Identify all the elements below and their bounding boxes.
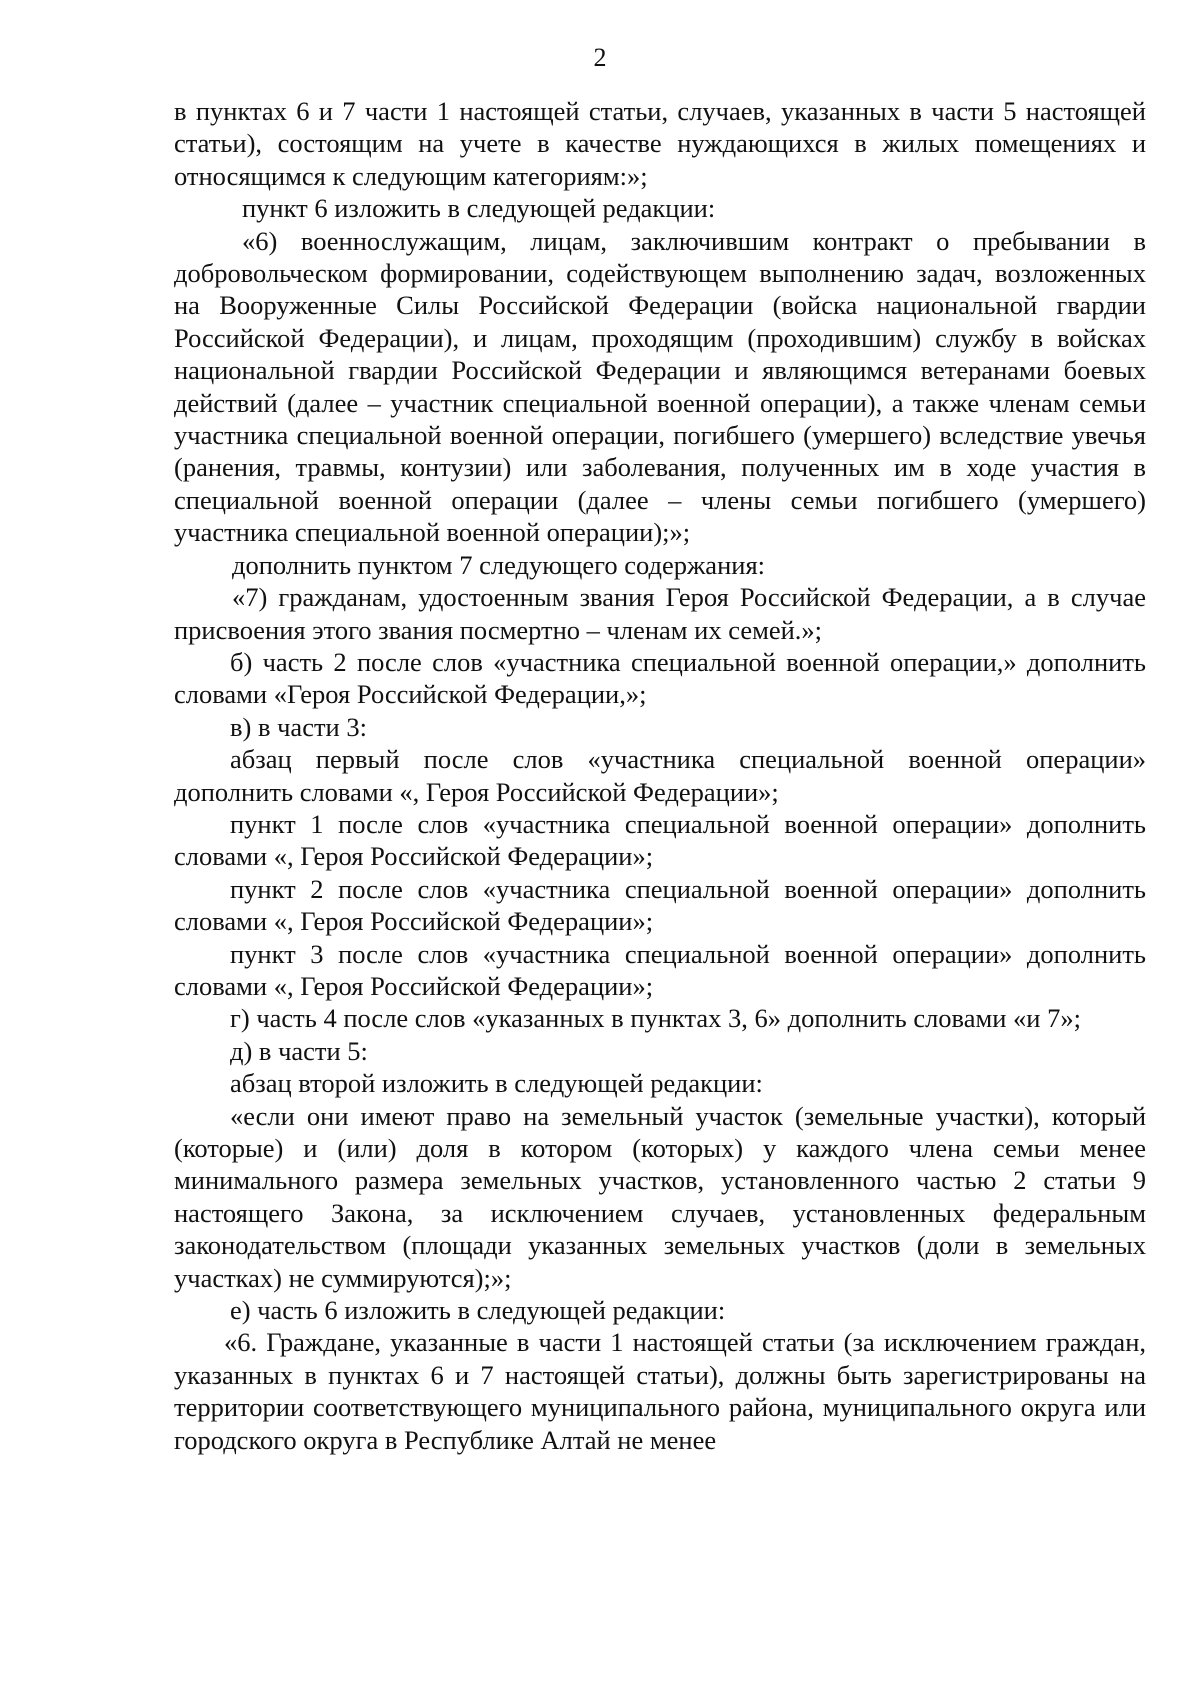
paragraph-part-3-point-2: пункт 2 после слов «участника специальной военной операции» дополнить словами «, Героя Российской Федерации»;	[174, 873, 1146, 937]
paragraph-part-5-intro: абзац второй изложить в следующей редакции:	[230, 1068, 763, 1099]
paragraph-point-6-intro: пункт 6 изложить в следующей редакции:	[242, 193, 716, 224]
paragraph-part-2: б) часть 2 после слов «участника специальной военной операции,» дополнить словами «Героя Российской Федерации,»;	[174, 646, 1146, 710]
document-body	[174, 95, 1146, 1456]
paragraph-part-3-point-1: пункт 1 после слов «участника специальной военной операции» дополнить словами «, Героя Российской Федерации»;	[174, 808, 1146, 872]
paragraph-part-5-heading: д) в части 5:	[230, 1035, 368, 1066]
paragraph-point-7-intro: дополнить пунктом 7 следующего содержания:	[232, 549, 765, 580]
paragraph-part-6-text: «6. Граждане, указанные в части 1 настоящей статьи (за исключением граждан, указанных в пунктах 6 и 7 настоящей статьи), должны быть зарегистрированы на территории соответствующего муниципального района, муниципального округа или городского округа в Республике Алтай не менее	[174, 1327, 1146, 1455]
paragraph-part-5-text: «если они имеют право на земельный участок (земельные участки), который (которые) и (или) доля в котором (которых) у каждого члена семьи менее минимального размера земельных участков, установленного частью 2 статьи 9 настоящего Закона, за исключением случаев, установленных федеральным законодательством (площади указанных земельных участков (доли в земельных участках) не суммируются);»;	[174, 1100, 1146, 1293]
paragraph-point-6-text: «6) военнослужащим, лицам, заключившим контракт о пребывании в добровольческом формировании, содействующем выполнению задач, возложенных на Вооруженные Силы Российской Федерации (войска национальной гвардии Российской Федерации), и лицам, проходящим (проходившим) службу в войсках национальной гвардии Российской Федерации и являющимся ветеранами боевых действий (далее – участник специальной военной операции), а также членам семьи участника специальной военной операции, погибшего (умершего) вследствие увечья (ранения, травмы, контузии) или заболевания, полученных им в ходе участия в специальной военной операции (далее – члены семьи погибшего (умершего) участника специальной военной операции);»;	[174, 225, 1146, 548]
paragraph-part-3-point-3: пункт 3 после слов «участника специальной военной операции» дополнить словами «, Героя Российской Федерации»;	[174, 938, 1146, 1001]
paragraph-continuation: в пунктах 6 и 7 части 1 настоящей статьи, случаев, указанных в части 5 настоящей статьи), состоящим на учете в качестве нуждающихся в жилых помещениях и относящимся к следующим категориям:»;	[174, 96, 1146, 191]
paragraph-part-6-intro: е) часть 6 изложить в следующей редакции:	[230, 1295, 726, 1326]
paragraph-part-3-first: абзац первый после слов «участника специальной военной операции» дополнить словами «, Героя Российской Федерации»;	[174, 744, 1146, 807]
paragraph-point-7-text: «7) гражданам, удостоенным звания Героя Российской Федерации, а в случае присвоения этого звания посмертно – членам их семей.»;	[174, 582, 1146, 645]
paragraph-part-4: г) часть 4 после слов «указанных в пунктах 3, 6» дополнить словами «и 7»;	[230, 1003, 1081, 1034]
paragraph-part-3-heading: в) в части 3:	[230, 711, 367, 742]
page-number: 2	[593, 43, 607, 72]
